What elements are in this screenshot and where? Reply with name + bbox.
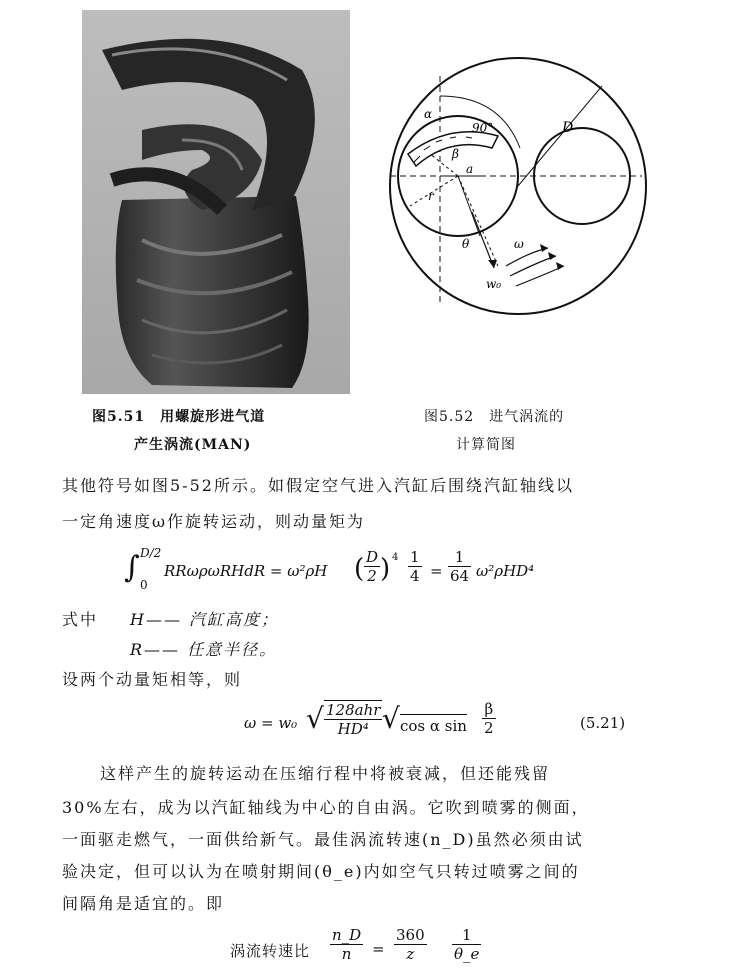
helical-intake-illustration (82, 10, 350, 394)
fraction-one-quarter: $\frac{1}{4}$ (410, 548, 420, 585)
swirl-calculation-diagram (380, 36, 660, 336)
paragraph-2: 设两个动量矩相等，则 (62, 670, 243, 689)
equation-1-tail: ω²ρHD⁴ (476, 562, 535, 580)
equals-sign: = (430, 562, 443, 580)
fraction-nD-over-n: $\frac{n\_D}{n}$ (332, 926, 362, 963)
sqrt-sign-1: √ (306, 702, 324, 735)
paragraph-3-line4: 验决定，但可以认为在喷射期间(θ_e)内如空气只转过喷雾之间的 (62, 862, 580, 881)
paragraph-1-line1: 其他符号如图5-52所示。如假定空气进入汽缸后围绕汽缸轴线以 (62, 476, 574, 495)
figure-5-52-caption-line2: 计算简图 (456, 437, 516, 453)
label-90deg: 90° (472, 121, 494, 135)
figure-5-52-caption-line1: 图5.52 进气涡流的 (424, 409, 565, 425)
swirl-diagram-svg (380, 36, 660, 336)
label-w0: w₀ (486, 277, 502, 291)
paragraph-3-line2: 30%左右，成为以汽缸轴线为中心的自由涡。它吹到喷雾的侧面， (62, 798, 590, 817)
integral-upper-limit: D/2 (140, 546, 162, 560)
label-D: D (562, 120, 574, 136)
helical-intake-photo (82, 10, 350, 394)
fraction-one-64th: $\frac{1}{64}$ (450, 548, 470, 585)
paragraph-3-line3: 一面驱走燃气，一面供给新气。最佳涡流转速(n_D)虽然必须由试 (62, 830, 584, 849)
integral-lower-limit: 0 (140, 578, 148, 592)
right-paren: ) (380, 554, 391, 584)
equation-1-body: RRωρωRHdR = ω²ρH (164, 562, 328, 580)
label-alpha: α (424, 107, 433, 121)
label-theta: θ (462, 237, 470, 251)
left-paren: ( (354, 554, 365, 584)
figure-5-51-caption-line2: 产生涡流(MAN) (134, 437, 252, 453)
sqrt-sign-2: √ (382, 702, 400, 735)
label-beta: β (452, 147, 459, 161)
where-R-definition: R—— 任意半径。 (130, 640, 278, 659)
equation-2-lhs: ω = w₀ (244, 714, 298, 732)
fraction-D-over-2: $\frac{D}{2}$ (366, 548, 379, 585)
equation-swirl-ratio (230, 926, 530, 976)
paragraph-3-line1: 这样产生的旋转运动在压缩行程中将被衰减，但还能残留 (100, 764, 551, 783)
label-a: a (466, 162, 474, 176)
fraction-beta-over-2: $\frac{\beta}{2}$ (484, 700, 494, 737)
paragraph-3-line5: 间隔角是适宜的。即 (62, 894, 225, 913)
equation-2-cos-term: cos α sin (400, 714, 467, 735)
equation-5-21 (244, 700, 664, 744)
label-omega: ω (514, 237, 524, 251)
label-r: r (428, 189, 434, 203)
equation-number-5-21: (5.21) (580, 714, 626, 732)
fraction-360-over-z: $\frac{360}{z}$ (396, 926, 425, 963)
fraction-128ahr-over-HD4: 128ahr HD⁴ (326, 701, 381, 738)
figure-5-51-caption-line1: 图5.51 用螺旋形进气道 (92, 409, 266, 425)
swirl-ratio-label: 涡流转速比 (230, 942, 311, 960)
swirl-equals-sign: = (372, 940, 385, 958)
where-label: 式中 (62, 610, 99, 629)
integral-sign: ∫ (124, 550, 140, 585)
fraction-1-over-theta-e: $\frac{1}{\theta\_e}$ (454, 926, 480, 963)
where-H-definition: H—— 汽缸高度； (130, 610, 280, 629)
exponent-4: 4 (392, 552, 399, 563)
paragraph-1-line2: 一定角速度ω作旋转运动，则动量矩为 (62, 512, 366, 531)
